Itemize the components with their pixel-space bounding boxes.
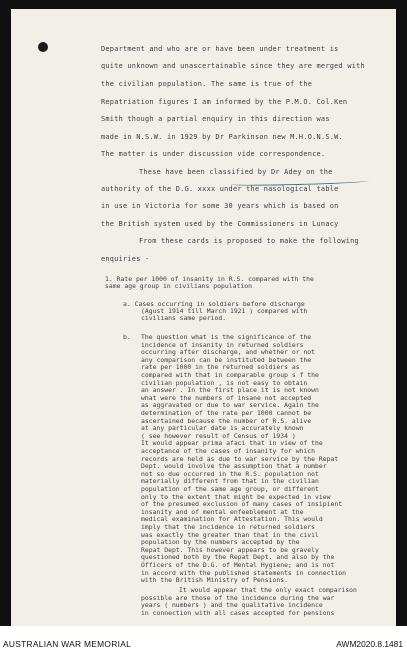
text-line: Department and who are or have been under treatment is <box>101 45 339 53</box>
text-line: an answer . In the first place it is not known <box>141 386 319 395</box>
text-line: in connection with all cases accepted for pensions <box>141 608 335 617</box>
text-line: (Agust 1914 till March 1921 ) compared with <box>141 307 308 315</box>
text-line: the civilian population. The same is true of the <box>101 80 313 88</box>
text-line: quite unknown and unascertainable since they are merged with <box>101 62 365 70</box>
text-line: as aggravated or due to war service. Again the <box>141 401 319 410</box>
text-line: medical examination for Attestation. This would <box>141 515 323 524</box>
text-line: same age group in civilians population <box>105 282 252 290</box>
item-label: b. <box>123 333 131 341</box>
text-line: imply that the incidence in returned soldiers <box>141 523 316 531</box>
text-line: not so due occurred in the R.S. population not <box>141 469 319 478</box>
text-line: questioned both by the Repat Dept. and also by the <box>141 553 335 562</box>
text-line: Dept. would involve the assumption that a number <box>141 462 327 471</box>
text-line: civilian population , is not easy to obtain <box>141 378 308 387</box>
text-line: in use in Victoria for some 30 years which is based on <box>101 202 339 210</box>
text-line: insanity and of mental enfeeblement at the <box>141 507 304 516</box>
text-line: acceptance of the cases of insanity for which <box>141 447 316 455</box>
text-line: ( see however result of Census of 1934 ) <box>141 431 296 440</box>
text-line: authority of the D.G. xxxx under the nasological table <box>101 185 339 193</box>
text-line: It would appear prima afaci that in view of the <box>141 439 323 448</box>
text-line: a. Cases occurring in soldiers before discharge <box>123 300 305 308</box>
text-line: of the presumed exclusion of many cases of insipient <box>141 500 343 509</box>
text-line: in accord with the published statements in connection <box>141 568 346 577</box>
text-line: years ( numbers ) and the qualitative incidence <box>141 601 323 610</box>
text-line: the British system used by the Commissioners in Lunacy <box>101 220 339 228</box>
text-line: incidence of insanity in returned soldiers <box>141 340 304 349</box>
text-line: with the British Ministry of Pensions. <box>141 576 288 585</box>
text-line: was exactly the greater than that in the civil <box>141 530 319 539</box>
text-line: occurring after discharge, and whether or not <box>141 348 316 357</box>
text-line: what were the numbers of insane not accepted <box>141 393 312 402</box>
text-line: These have been classified by Dr Adey on the <box>139 168 333 176</box>
text-line: records are held as due to war service by the Repat <box>141 454 339 463</box>
text-line: at any particular date is accurately known <box>141 424 304 433</box>
text-line: civilians same period. <box>141 314 227 322</box>
text-line: possible are those of the incidence during the war <box>141 593 335 602</box>
text-line: Repat Dept. This however appears to be gravely <box>141 545 319 554</box>
text-line: ascertained because the number of R.S. alive <box>141 416 312 425</box>
text-line: rate per 1000 in the returned soldiers as <box>141 363 300 372</box>
punch-hole <box>38 42 48 52</box>
text-line: any comparison can be instituted between the <box>141 355 312 364</box>
text-line: materially different from that in the civilian <box>141 477 319 486</box>
text-line: population of the same age group, or different <box>141 485 319 493</box>
text-line: made in N.S.W. in 1929 by Dr Parkinson new M.H.O.N.S.W. <box>101 133 343 141</box>
document-page <box>11 9 396 626</box>
text-line: enquiries - <box>101 255 150 263</box>
text-line: From these cards is proposed to make the following <box>139 237 359 245</box>
text-line: population by the numbers accepted by the <box>141 538 300 547</box>
text-line: It would appear that the only exact comparison <box>179 586 357 594</box>
text-line: Smith though a partial enquiry in this direction was <box>101 115 330 123</box>
text-line: The question what is the significance of the <box>141 333 312 341</box>
text-line: Officers of the D.G. of Mental Hygiene; and is not <box>141 561 335 569</box>
text-line: 1. Rate per 1000 of insanity in R.S. compared with the <box>105 275 314 283</box>
text-line: compared with that in comparable group s f the <box>141 371 319 379</box>
text-line: The matter is under discussion vide correspondence. <box>101 150 326 158</box>
archive-footer <box>0 626 407 653</box>
text-line: only to the extent that might be expected in view <box>141 492 331 501</box>
footer-institution: AUSTRALIAN WAR MEMORIAL <box>3 639 132 649</box>
footer-accession-number: AWM2020.8.1481 <box>336 639 403 649</box>
text-line: determination of the rate per 1000 cannot be <box>141 409 312 417</box>
text-line: Repatriation figures I am informed by the P.M.O. Col.Ken <box>101 98 348 106</box>
